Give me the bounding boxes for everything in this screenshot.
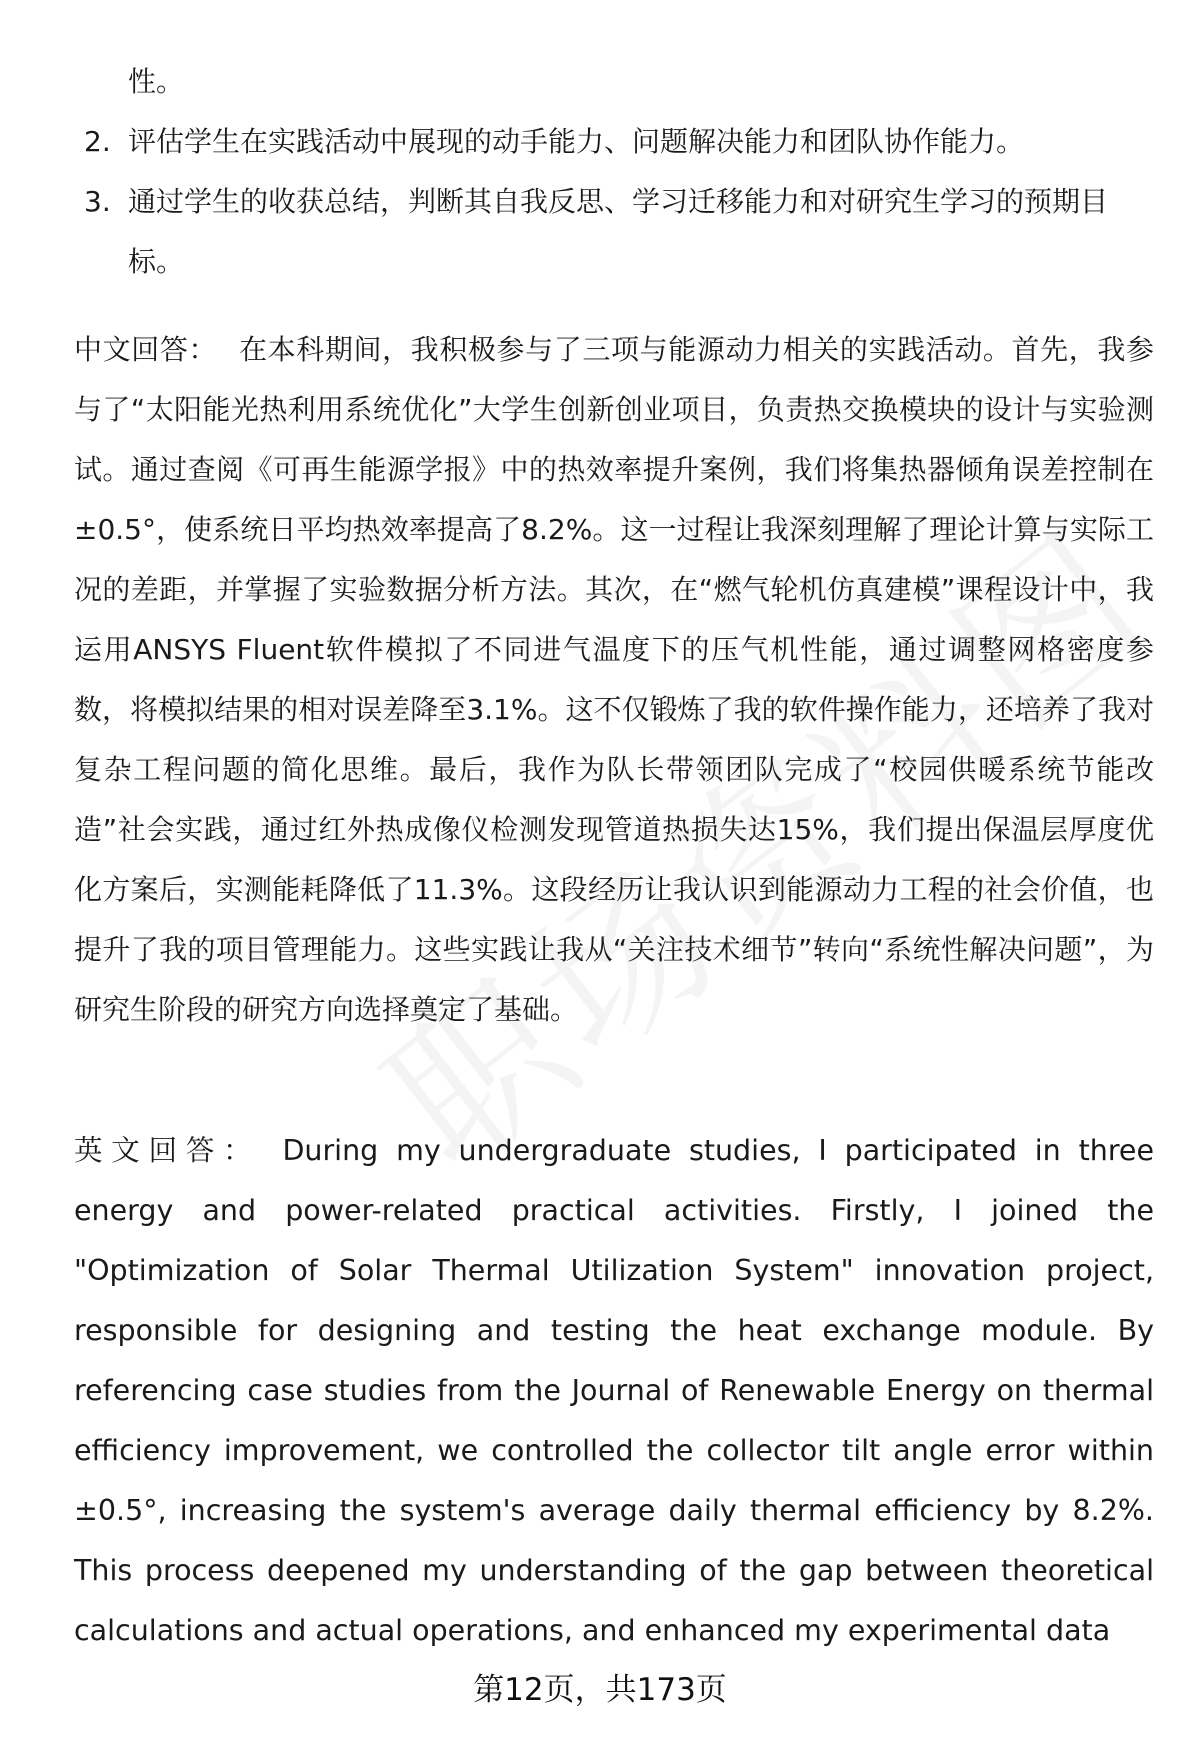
chinese-answer-paragraph xyxy=(74,320,1154,1040)
chinese-answer-label: 中文回答： xyxy=(74,333,218,366)
page-number-footer: 第12页，共173页 xyxy=(473,1672,727,1708)
english-answer-paragraph xyxy=(74,1121,1154,1661)
list-item-number: 3. xyxy=(84,185,111,218)
list-item-number: 2. xyxy=(84,125,111,158)
list-item-text: 评估学生在实践活动中展现的动手能力、问题解决能力和团队协作能力。 xyxy=(128,125,1025,158)
list-item xyxy=(74,172,1154,292)
list-continuation: 性。 xyxy=(128,65,185,98)
english-answer-text: During my undergraduate studies, I participated in three energy and power-related practical activities. Firstly, I joined the "Optimization of Solar Thermal Utilization System" innovation project, responsible for designing and testing the heat exchange module. By referencing case studies from the Journal of Renewable Energy on thermal efficiency improvement, we controlled the collector tilt angle error within ±0.5°, increasing the system's average daily thermal efficiency by 8.2%. This process deepened my understanding of the gap between theoretical calculations and actual operations, and enhanced my experimental data xyxy=(74,1134,1154,1647)
chinese-answer-text: 在本科期间，我积极参与了三项与能源动力相关的实践活动。首先，我参与了“太阳能光热利用系统优化”大学生创新创业项目，负责热交换模块的设计与实验测试。通过查阅《可再生能源学报》中的热效率提升案例，我们将集热器倾角误差控制在±0.5°，使系统日平均热效率提高了8.2%。这一过程让我深刻理解了理论计算与实际工况的差距，并掌握了实验数据分析方法。其次，在“燃气轮机仿真建模”课程设计中，我运用ANSYS Fluent软件模拟了不同进气温度下的压气机性能，通过调整网格密度参数，将模拟结果的相对误差降至3.1%。这不仅锻炼了我的软件操作能力，还培养了我对复杂工程问题的简化思维。最后，我作为队长带领团队完成了“校园供暖系统节能改造”社会实践，通过红外热成像仪检测发现管道热损失达15%，我们提出保温层厚度优化方案后，实测能耗降低了11.3%。这段经历让我认识到能源动力工程的社会价值，也提升了我的项目管理能力。这些实践让我从“关注技术细节”转向“系统性解决问题”，为研究生阶段的研究方向选择奠定了基础。 xyxy=(74,333,1154,1026)
list-item xyxy=(74,112,1154,172)
numbered-list xyxy=(74,52,1154,292)
english-answer-label: 英文回答： xyxy=(74,1134,261,1167)
list-item-text: 通过学生的收获总结，判断其自我反思、学习迁移能力和对研究生学习的预期目标。 xyxy=(128,185,1109,278)
